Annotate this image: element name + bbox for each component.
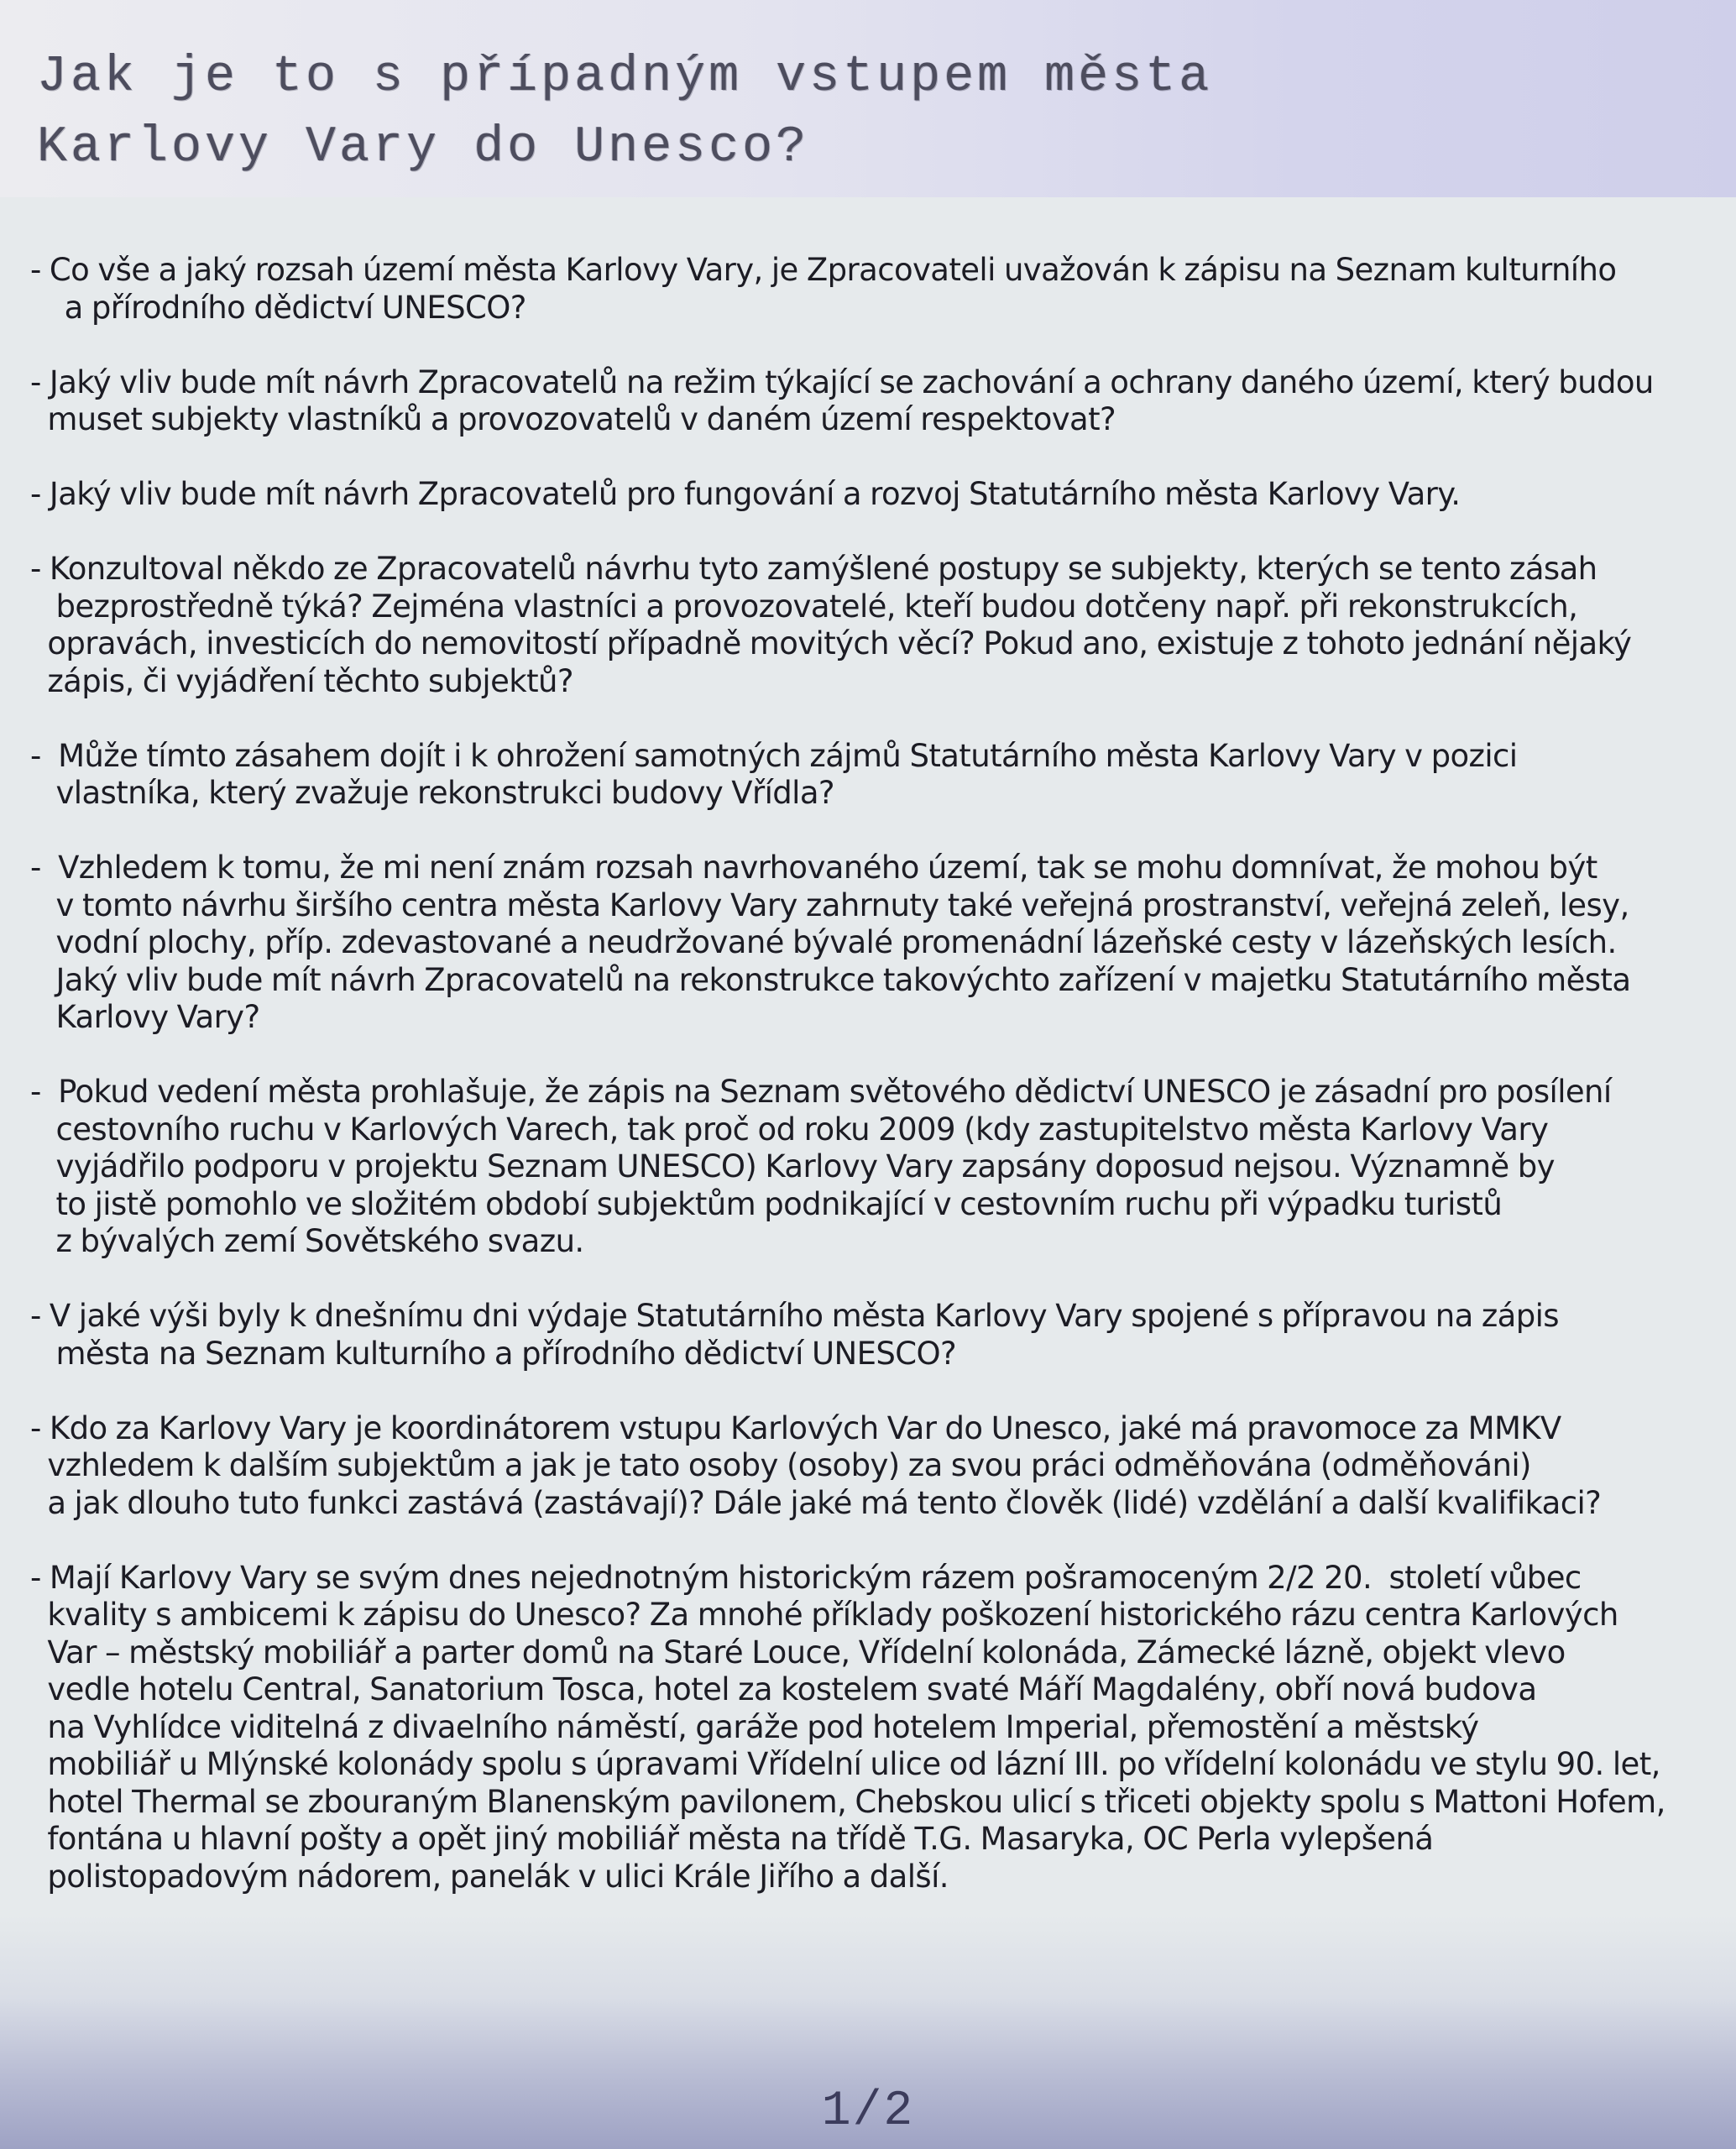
header-banner [0,0,1736,197]
question-paragraph-8: - V jaké výši byly k dnešnímu dni výdaje Statutárního města Karlovy Vary spojené s přípravou na zápis města na Seznam kulturního a přírodního dědictví UNESCO? [30,1298,1559,1372]
question-paragraph-7: - Pokud vedení města prohlašuje, že zápis na Seznam světového dědictví UNESCO je zásadní pro posílení cestovního ruchu v Karlových Varech, tak proč od roku 2009 (kdy zastupitelstvo města Karlovy Vary vyjádřilo podporu v projektu Seznam UNESCO) Karlovy Vary zapsány doposud nejsou. Významně by to jistě pomohlo ve složitém období subjektům podnikající v cestovním ruchu při výpadku turistů z bývalých zemí Sovětského svazu. [30,1074,1612,1259]
page-number: 1/2 [821,2084,915,2139]
question-paragraph-9: - Kdo za Karlovy Vary je koordinátorem vstupu Karlových Var do Unesco, jaké má pravomoce za MMKV vzhledem k dalším subjektům a jak je tato osoby (osoby) za svou práci odměňována (odměňováni) a jak dlouho tuto funkci zastává (zastávají)? Dále jaké má tento člověk (lidé) vzdělání a další kvalifikaci? [30,1409,1602,1521]
question-list [30,252,1709,1895]
question-paragraph-2: - Jaký vliv bude mít návrh Zpracovatelů na režim týkající se zachování a ochrany daného území, který budou muset subjekty vlastníků a provozovatelů v daném území respektovat? [30,363,1654,437]
question-paragraph-10: - Mají Karlovy Vary se svým dnes nejednotným historickým rázem pošramoceným 2/2 20. století vůbec kvality s ambicemi k zápisu do Unesco? Za mnohé příklady poškození historického rázu centra Karlových Var – městský mobiliář a parter domů na Staré Louce, Vřídelní kolonáda, Zámecké lázně, objekt vlevo vedle hotelu Central, Sanatorium Tosca, hotel za kostelem svaté Máří Magdalény, obří nová budova na Vyhlídce viditelná z divaelního náměstí, garáže pod hotelem Imperial, přemostění a městský mobiliář u Mlýnské kolonády spolu s úpravami Vřídelní ulice od lázní III. po vřídelní kolonádu ve stylu 90. let, hotel Thermal se zbouraným Blanenským pavilonem, Chebskou ulicí s třiceti objekty spolu s Mattoni Hofem, fontána u hlavní pošty a opět jiný mobiliář města na třídě T.G. Masaryka, OC Perla vylepšená polistopadovým nádorem, panelák v ulici Krále Jiřího a další. [30,1559,1665,1895]
question-paragraph-5: - Může tímto zásahem dojít i k ohrožení samotných zájmů Statutárního města Karlovy Vary v pozici vlastníka, který zvažuje rekonstrukci budovy Vřídla? [30,737,1518,811]
question-paragraph-1: - Co vše a jaký rozsah území města Karlovy Vary, je Zpracovateli uvažován k zápisu na Seznam kulturního a přírodního dědictví UNESCO? [30,252,1617,326]
question-paragraph-6: - Vzhledem k tomu, že mi není znám rozsah navrhovaného území, tak se mohu domnívat, že mohou být v tomto návrhu širšího centra města Karlovy Vary zahrnuty také veřejná prostranství, veřejná zeleň, lesy, vodní plochy, příp. zdevastované a neudržované bývalé promenádní lázeňské cesty v lázeňských lesích. Jaký vliv bude mít návrh Zpracovatelů na rekonstrukce takovýchto zařízení v majetku Statutárního města Karlovy Vary? [30,850,1631,1035]
page-title: Jak je to s případným vstupem města Karlovy Vary do Unesco? [37,49,1213,176]
question-paragraph-4: - Konzultoval někdo ze Zpracovatelů návrhu tyto zamýšlené postupy se subjekty, kterých se tento zásah bezprostředně týká? Zejména vlastníci a provozovatelé, kteří budou dotčeny např. při rekonstrukcích, opravách, investicích do nemovitostí případně movitých věcí? Pokud ano, existuje z tohoto jednání nějaký zápis, či vyjádření těchto subjektů? [30,551,1632,699]
question-paragraph-3: - Jaký vliv bude mít návrh Zpracovatelů pro fungování a rozvoj Statutárního města Karlovy Vary. [30,476,1461,512]
